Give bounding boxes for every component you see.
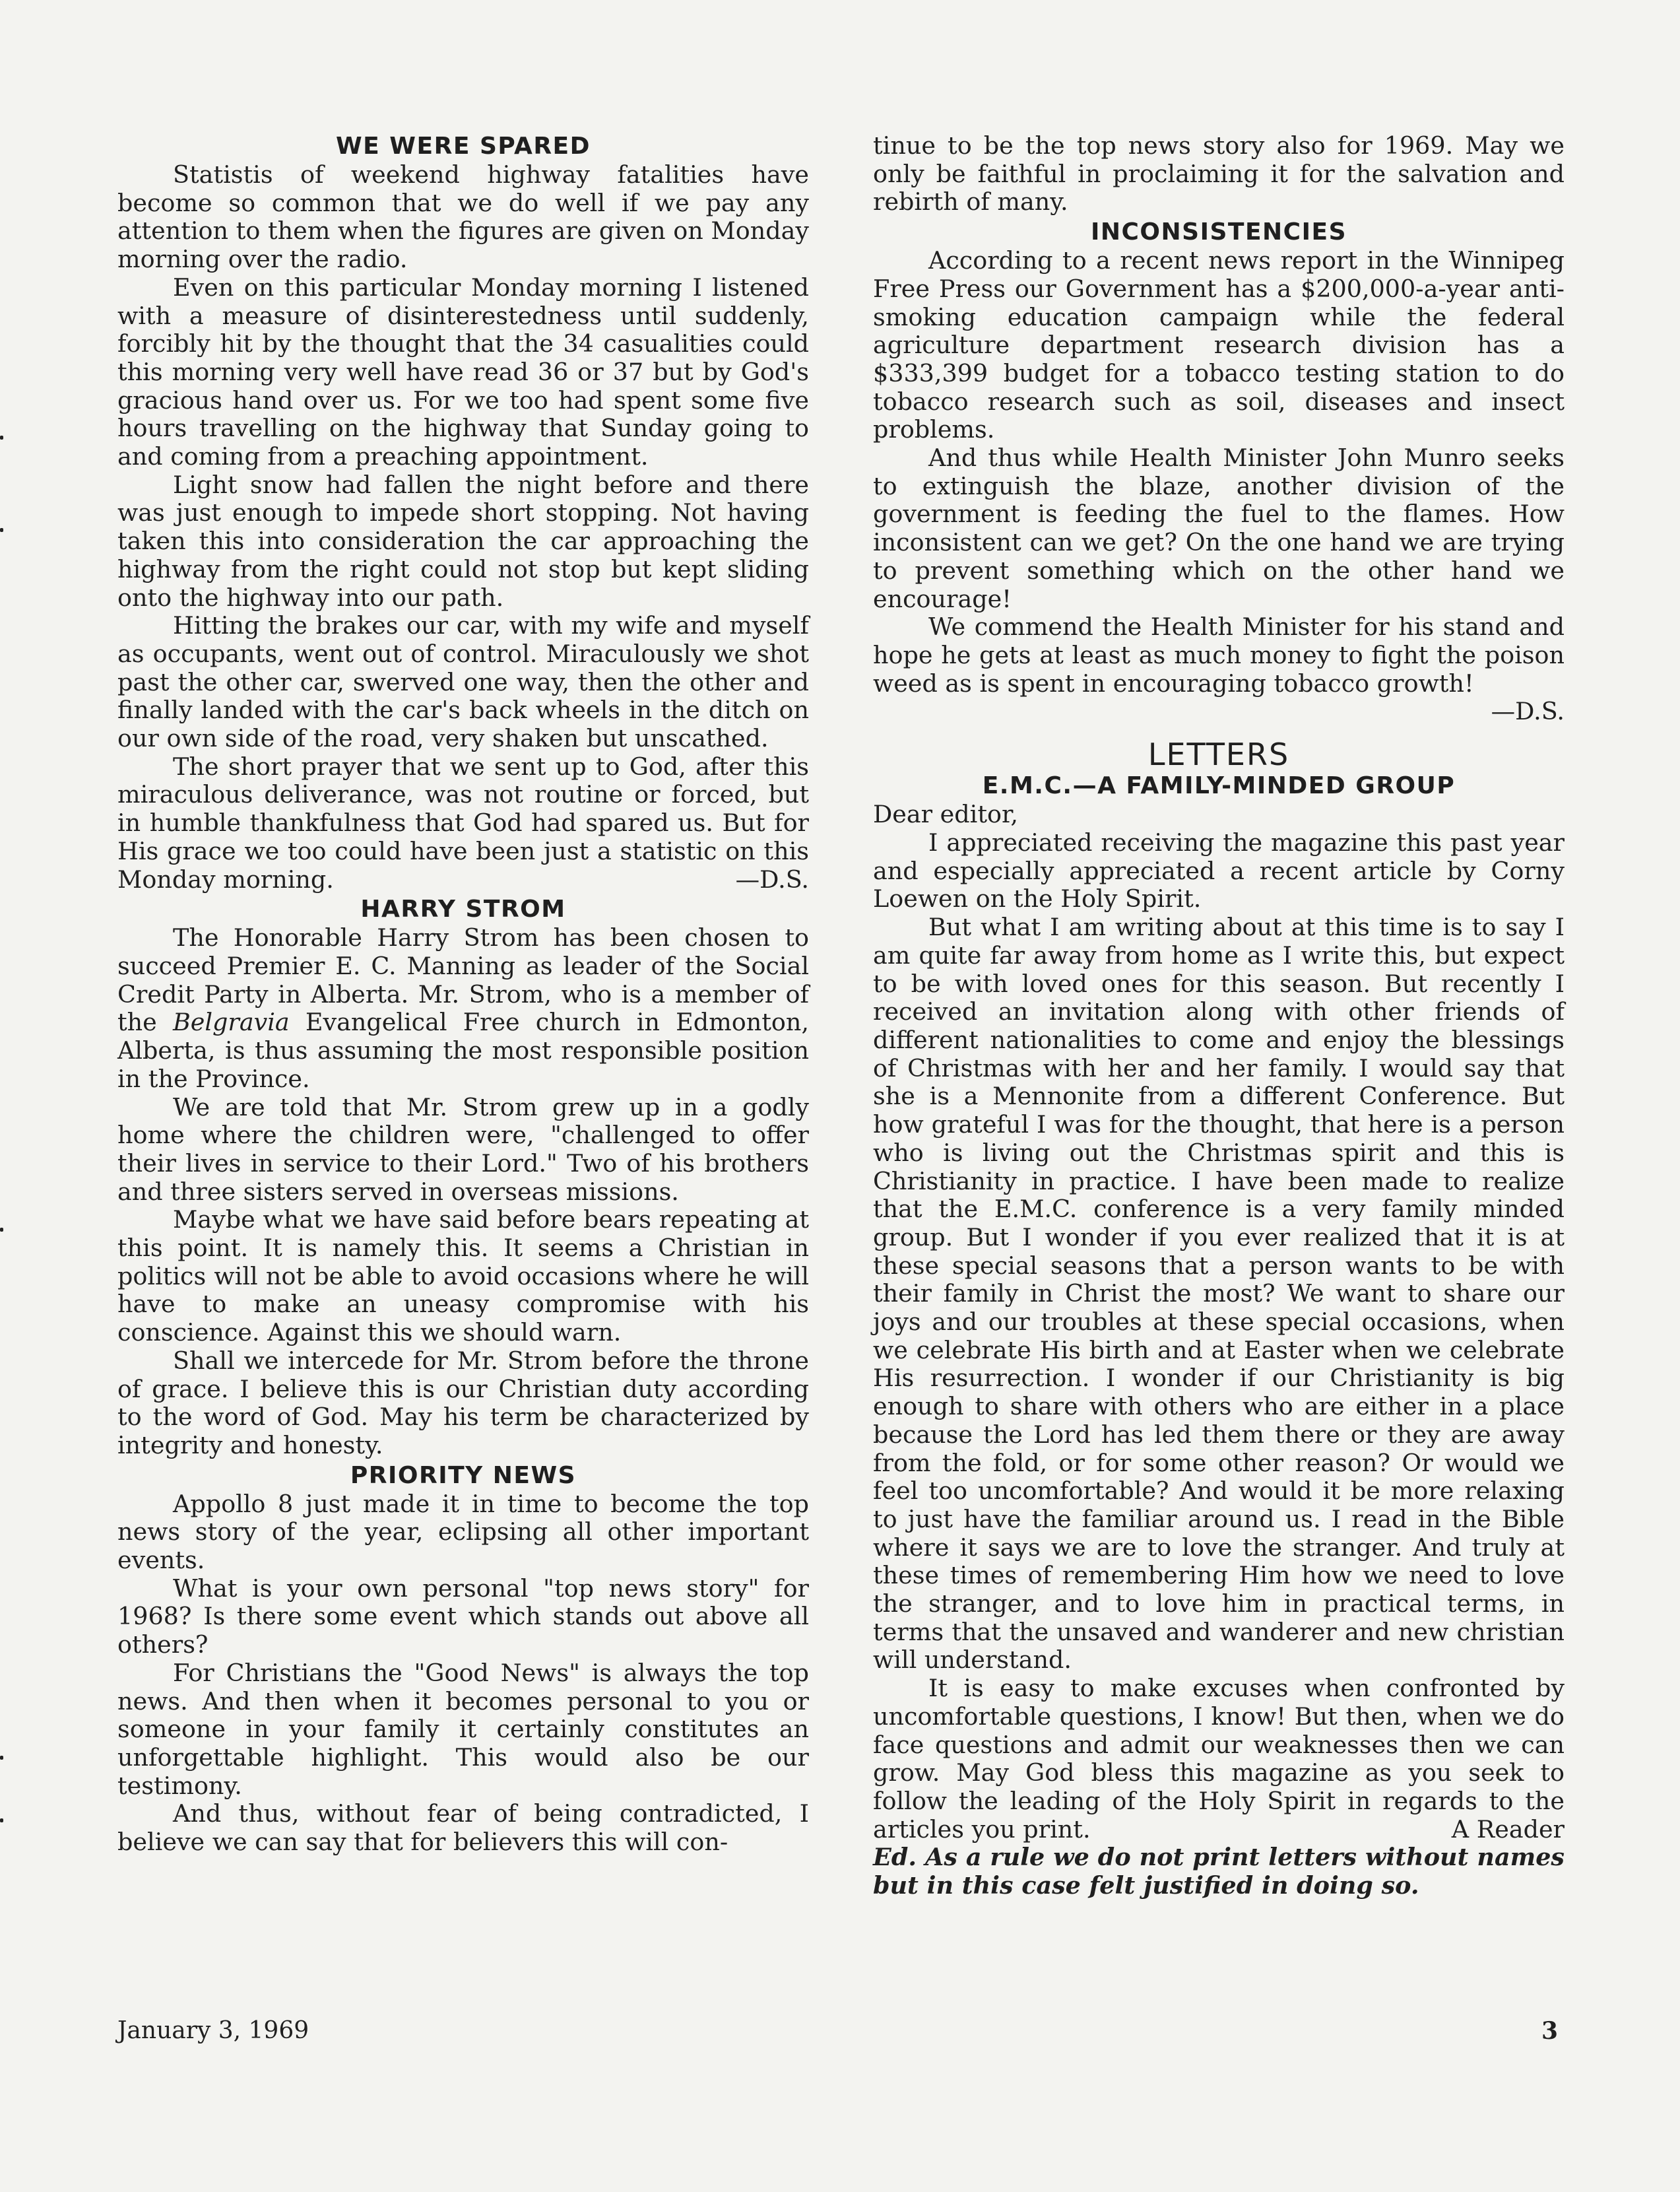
article-title: INCONSISTENCIES — [1090, 218, 1347, 246]
article-inconsistencies — [873, 218, 1565, 726]
signature: —D.S. — [735, 865, 809, 894]
paragraph: Shall we intercede for Mr. Strom before the throne of grace. I believe this is our Christian duty according to the word of God. May his term be characterized by integrity and honesty. — [117, 1346, 809, 1459]
article-title: PRIORITY NEWS — [350, 1461, 577, 1489]
paragraph-text: We commend the Health Minister for his stand and hope he gets at least as much money to fight the poison weed as is spent in encouraging tobacco growth! — [873, 613, 1565, 698]
scan-mark — [0, 1228, 3, 1232]
paragraph: Even on this particular Monday morning I listened with a measure of disinterestedness until suddenly, forcibly hit by the thought that the 34 casualities could this morning very well have read 36 or 37 but by God's gracious hand over us. For we too had spent some five hours travelling on the highway that Sunday going to and coming from a preaching appointment. — [117, 273, 809, 471]
paragraph-continuation: tinue to be the top news story also for 1969. May we only be faithful in proclaiming it for the salvation and rebirth of many. — [873, 131, 1565, 216]
section-heading: LETTERS — [1147, 737, 1290, 773]
page-number: 3 — [1541, 2017, 1559, 2045]
paragraph-text: Evangelical Free church in Edmonton, Alberta, is thus assuming the most responsible position in the Province. — [117, 1008, 809, 1093]
scan-mark — [0, 528, 3, 532]
paragraph-text: The Honorable Harry Strom has been chosen to succeed Premier E. C. Manning as leader of the Social Credit Party in Alberta. Mr. Strom, who is a member of the — [117, 923, 809, 1037]
paragraph: Maybe what we have said before bears repeating at this point. It is namely this. It seems a Christian in politics will not be able to avoid occasions where he will have to make an uneasy compromise with his conscience. Against this we should warn. — [117, 1205, 809, 1347]
issue-date: January 3, 1969 — [117, 2017, 309, 2044]
paragraph: Statistis of weekend highway fatalities have become so common that we do well if we pay any attention to them when the figures are given on Monday morning over the radio. — [117, 160, 809, 274]
article-we-were-spared — [117, 132, 809, 894]
paragraph: Appollo 8 just made it in time to become the top news story of the year, eclipsing all other important events. — [117, 1489, 809, 1575]
paragraph: Hitting the brakes our car, with my wife and myself as occupants, went out of control. Miraculously we shot past the other car, swerved one way, then the other and finally landed with the car's back wheels in the ditch on our own side of the road, very shaken but unscathed. — [117, 611, 809, 753]
article-title: HARRY STROM — [360, 896, 566, 923]
church-name: Belgravia — [172, 1008, 290, 1037]
paragraph: What is your own personal "top news story" for 1968? Is there some event which stands out above all others? — [117, 1574, 809, 1659]
left-column — [117, 132, 809, 1857]
paragraph: And thus while Health Minister John Munro seeks to extinguish the blaze, another division of the government is feeding the fuel to the flames. How inconsistent can we get? On the one hand we are trying to prevent something which on the other hand we encourage! — [873, 444, 1565, 613]
letter-title: E.M.C.—A FAMILY-MINDED GROUP — [982, 772, 1456, 800]
paragraph: According to a recent news report in the Winnipeg Free Press our Government has a $200,000-a-year anti-smoking education campaign while the federal agriculture department research division has a $333,399 budget for a tobacco testing station to do tobacco research such as soil, diseases and insect problems. — [873, 246, 1565, 444]
signature: —D.S. — [1491, 697, 1565, 726]
editor-note: Ed. As a rule we do not print letters without names but in this case felt justified in doing so. — [873, 1843, 1565, 1900]
paragraph: And thus, without fear of being contradicted, I believe we can say that for believers this will con- — [117, 1799, 809, 1857]
scan-mark — [0, 1818, 3, 1822]
paragraph-text: The short prayer that we sent up to God, after this miraculous deliverance, was not routine or forced, but in humble thankfulness that God had spared us. But for His grace we too could have been just a statistic on this Monday morning. — [117, 752, 809, 894]
paragraph: Light snow had fallen the night before and there was just enough to impede short stopping. Not having taken this into consideration the car approaching the highway from the right could not stop but kept sliding onto the highway into our path. — [117, 470, 809, 612]
signature: A Reader — [1451, 1814, 1565, 1843]
paragraph: But what I am writing about at this time is to say I am quite far away from home as I write this, but expect to be with loved ones for this season. But recently I received an invitation along with other friends of different nationalities to come and enjoy the blessings of Christmas with her and her family. I would say that she is a Mennonite from a different Conference. But how grateful I was for the thought, that here is a person who is living out the Christmas spirit and this is Christianity in practice. I have been made to realize that the E.M.C. conference is a very family minded group. But I wonder if you ever realized that it is at these special seasons that a person wants to be with their family in Christ the most? We want to share our joys and our troubles at these special occasions, when we celebrate His birth and at Easter when we celebrate His resurrection. I wonder if our Christianity is big enough to share with others who are either in a place because the Lord has led them there or they are away from the fold, or for some other reason? Or would we feel too uncomfortable? And would it be more relaxing to just have the familiar around us. I read in the Bible where it says we are to love the stranger. And truly at these times of remembering Him how we need to love the stranger, and to love him in practical terms, in terms that the unsaved and wanderer and new christian will understand. — [873, 913, 1565, 1675]
article-title: WE WERE SPARED — [335, 133, 591, 160]
paragraph: We are told that Mr. Strom grew up in a godly home where the children were, "challenged to offer their lives in service to their Lord." Two of his brothers and three sisters served in overseas missions. — [117, 1092, 809, 1206]
salutation: Dear editor, — [873, 800, 1018, 829]
letters-section — [873, 737, 1565, 1900]
paragraph — [117, 753, 809, 894]
scan-mark — [0, 436, 3, 440]
paragraph — [873, 613, 1565, 726]
paragraph — [117, 924, 809, 1093]
right-column — [873, 132, 1565, 1900]
paragraph: I appreciated receiving the magazine this past year and especially appreciated a recent article by Corny Loewen on the Holy Spirit. — [873, 828, 1565, 913]
paragraph: For Christians the "Good News" is always the top news. And then when it becomes personal to you or someone in your family it certainly constitutes an unforgettable highlight. This would also be our testimony. — [117, 1658, 809, 1800]
paragraph-text: It is easy to make excuses when confronted by uncomfortable questions, I know! But then, when we do face questions and admit our weaknesses then we can grow. May God bless this magazine as you seek to follow the leading of the Holy Spirit in regards to the articles you print. — [873, 1674, 1565, 1843]
article-harry-strom — [117, 895, 809, 1459]
article-priority-news — [117, 1461, 809, 1857]
paragraph — [873, 1675, 1565, 1843]
scan-mark — [0, 1756, 3, 1760]
